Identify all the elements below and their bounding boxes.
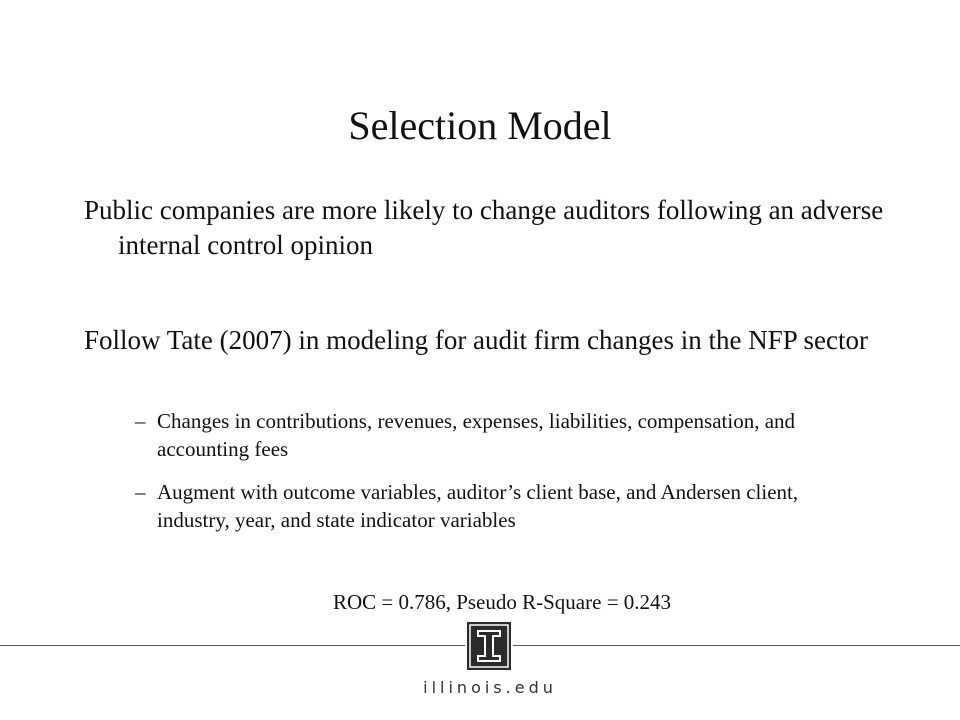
sub-bullet-2-text: Augment with outcome variables, auditor’s client base, and Andersen client, industry, year, and state indicator variables (157, 480, 799, 532)
bullet-1 (84, 193, 884, 263)
slide-title: Selection Model (348, 103, 612, 148)
sub-bullet-1-text: Changes in contributions, revenues, expenses, liabilities, compensation, and accounting fees (157, 409, 796, 461)
sub-bullet-1-marker: – (135, 409, 146, 433)
sub-bullet-2 (135, 478, 857, 534)
bullet-2-text: Follow Tate (2007) in modeling for audit firm changes in the NFP sector (84, 325, 868, 355)
bullet-1-text: Public companies are more likely to change auditors following an adverse internal control opinion (84, 195, 884, 260)
sub-bullet-1 (135, 407, 857, 463)
model-stats: ROC = 0.786, Pseudo R-Square = 0.243 (332, 590, 672, 614)
illinois-block-i-logo-icon (465, 620, 513, 672)
bullet-2 (84, 323, 884, 358)
footer-domain: illinois.edu (423, 678, 557, 697)
sub-bullet-2-marker: – (135, 480, 146, 504)
